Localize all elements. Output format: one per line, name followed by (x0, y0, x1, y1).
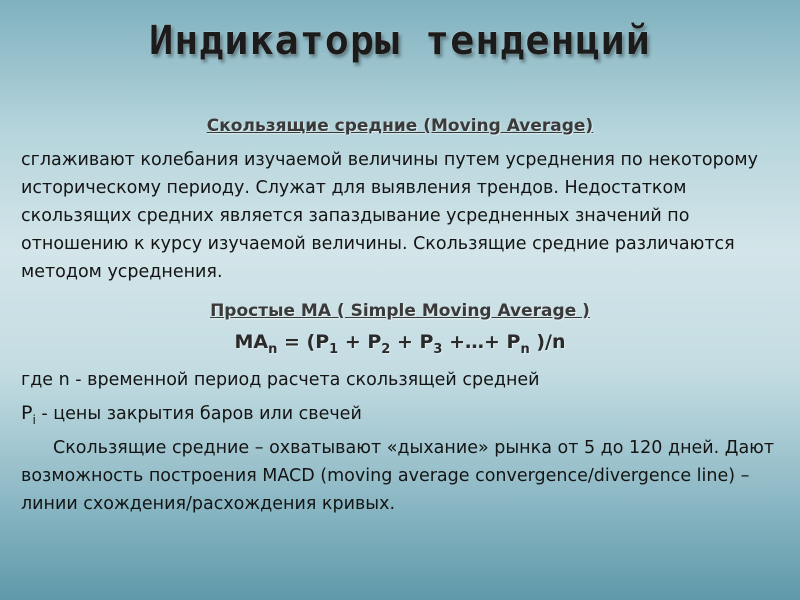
formula-sub: 3 (433, 341, 443, 357)
formula-part: + Р (390, 331, 434, 353)
formula-lhs-sub: n (268, 341, 278, 357)
pi-symbol (21, 402, 36, 427)
final-paragraph-text: Скользящие средние – охватывают «дыхание» рынка от 5 до 120 дней. Дают возможность построения MACD (moving average convergence/divergence line) – линии схождения/расхождения кривых. (21, 438, 775, 514)
formula-part: )/n (529, 331, 566, 353)
pi-text: - цены закрытия баров или свечей (35, 404, 362, 424)
pi-line (21, 402, 362, 427)
slide-title: Индикаторы тенденций (149, 18, 651, 64)
formula-sub: n (520, 341, 530, 357)
pi-sub: i (32, 412, 36, 427)
subheading-moving-average: Скользящие средние (Moving Average) (206, 116, 594, 136)
formula-part: = (Р (277, 331, 330, 353)
formula-part: + Р (338, 331, 382, 353)
intro-paragraph: сглаживают колебания изучаемой величины путем усреднения по некоторому историческому периоду. Служат для выявления трендов. Недостатком скользящих средних является запаздывание усредненных значений по отношению к курсу изучаемой величины. Скользящие средние различаются методом усреднения. (21, 150, 758, 282)
formula-sub: 2 (381, 341, 391, 357)
formula-part: +…+ Р (442, 331, 521, 353)
pi-letter: Р (21, 402, 33, 424)
subheading-simple-moving-average: Простые МА ( Simple Moving Average ) (210, 301, 590, 321)
where-line: где n - временной период расчета скользящей средней (21, 370, 540, 390)
formula-sub: 1 (329, 341, 339, 357)
final-paragraph (21, 434, 783, 518)
sma-formula (0, 331, 800, 357)
formula-lhs: МА (234, 331, 269, 353)
